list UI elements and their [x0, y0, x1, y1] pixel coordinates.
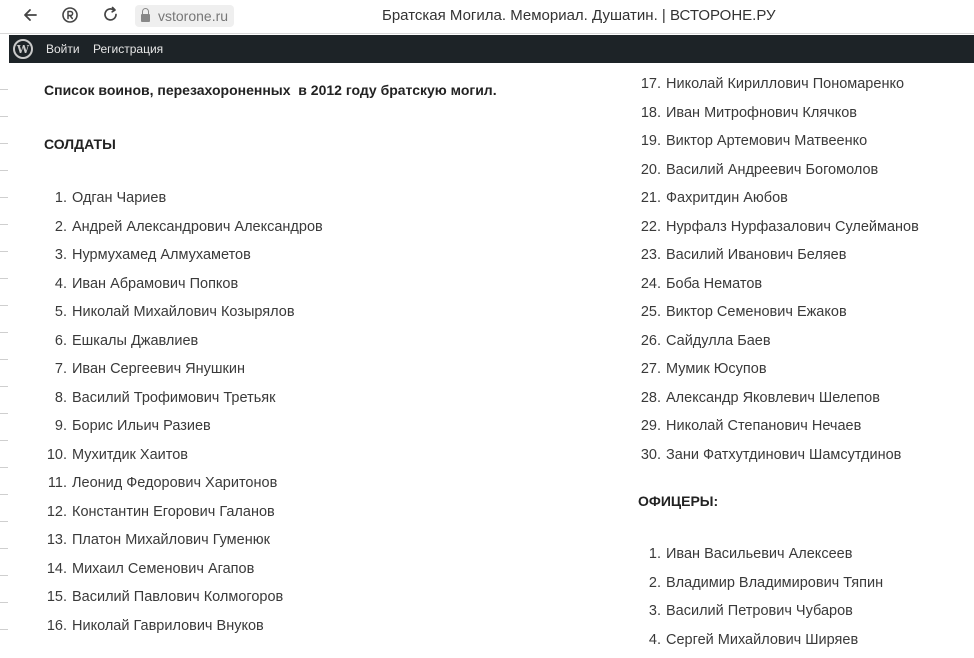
shield-button[interactable]: [58, 5, 82, 29]
list-item: 8. Василий Трофимович Третьяк: [39, 388, 323, 417]
back-button[interactable]: [18, 5, 42, 29]
reload-icon: [102, 6, 119, 28]
list-item: 28. Александр Яковлевич Шелепов: [633, 388, 919, 417]
soldiers-list-right: [633, 74, 919, 473]
list-item: 25. Виктор Семенович Ежаков: [633, 302, 919, 331]
soldiers-list-left: [39, 188, 323, 644]
reload-button[interactable]: [98, 5, 122, 29]
list-item: 15. Василий Павлович Колмогоров: [39, 587, 323, 616]
list-item: 24. Боба Нематов: [633, 274, 919, 303]
list-item: 9. Борис Ильич Разиев: [39, 416, 323, 445]
soldiers-heading: СОЛДАТЫ: [44, 136, 116, 152]
list-item: 19. Виктор Артемович Матвеенко: [633, 131, 919, 160]
list-item: 23. Василий Иванович Беляев: [633, 245, 919, 274]
list-item: 17. Николай Кириллович Пономаренко: [633, 74, 919, 103]
list-item: 20. Василий Андреевич Богомолов: [633, 160, 919, 189]
list-item: 22. Нурфалз Нурфазалович Сулейманов: [633, 217, 919, 246]
wordpress-icon[interactable]: W: [13, 39, 33, 59]
arrow-left-icon: [22, 7, 38, 28]
list-item: 21. Фахритдин Аюбов: [633, 188, 919, 217]
list-item: 5. Николай Михайлович Козырялов: [39, 302, 323, 331]
url-text: vstorone.ru: [158, 8, 228, 24]
page-title: Братская Могила. Мемориал. Душатин. | ВСТОРОНЕ.РУ: [382, 7, 776, 24]
list-item: 1. Иван Васильевич Алексеев: [633, 544, 883, 573]
page-margin: [0, 63, 8, 649]
lock-icon: [141, 14, 150, 22]
list-item: 26. Сайдулла Баев: [633, 331, 919, 360]
officers-heading: ОФИЦЕРЫ:: [638, 493, 718, 509]
register-link[interactable]: Регистрация: [93, 42, 163, 56]
shield-icon: [61, 6, 79, 29]
list-item: 2. Владимир Владимирович Тяпин: [633, 573, 883, 602]
list-item: 3. Нурмухамед Алмухаметов: [39, 245, 323, 274]
list-item: 16. Николай Гаврилович Внуков: [39, 616, 323, 645]
list-item: 2. Андрей Александрович Александров: [39, 217, 323, 246]
list-item: 1. Одган Чариев: [39, 188, 323, 217]
list-item: 12. Константин Егорович Галанов: [39, 502, 323, 531]
list-item: 29. Николай Степанович Нечаев: [633, 416, 919, 445]
address-bar[interactable]: [135, 5, 234, 27]
wp-admin-bar: [9, 35, 974, 63]
list-item: 14. Михаил Семенович Агапов: [39, 559, 323, 588]
list-heading: Список воинов, перезахороненных в 2012 году братскую могил.: [44, 82, 497, 98]
browser-toolbar: [0, 0, 974, 34]
list-item: 3. Василий Петрович Чубаров: [633, 601, 883, 630]
list-item: 7. Иван Сергеевич Янушкин: [39, 359, 323, 388]
list-item: 30. Зани Фатхутдинович Шамсутдинов: [633, 445, 919, 474]
list-item: 27. Мумик Юсупов: [633, 359, 919, 388]
list-item: 4. Иван Абрамович Попков: [39, 274, 323, 303]
list-item: 6. Ешкалы Джавлиев: [39, 331, 323, 360]
list-item: 10. Мухитдик Хаитов: [39, 445, 323, 474]
officers-list: [633, 544, 883, 658]
login-link[interactable]: Войти: [46, 42, 80, 56]
list-item: 11. Леонид Федорович Харитонов: [39, 473, 323, 502]
list-item: 18. Иван Митрофнович Клячков: [633, 103, 919, 132]
list-item: 13. Платон Михайлович Гуменюк: [39, 530, 323, 559]
list-item: 4. Сергей Михайлович Ширяев: [633, 630, 883, 658]
